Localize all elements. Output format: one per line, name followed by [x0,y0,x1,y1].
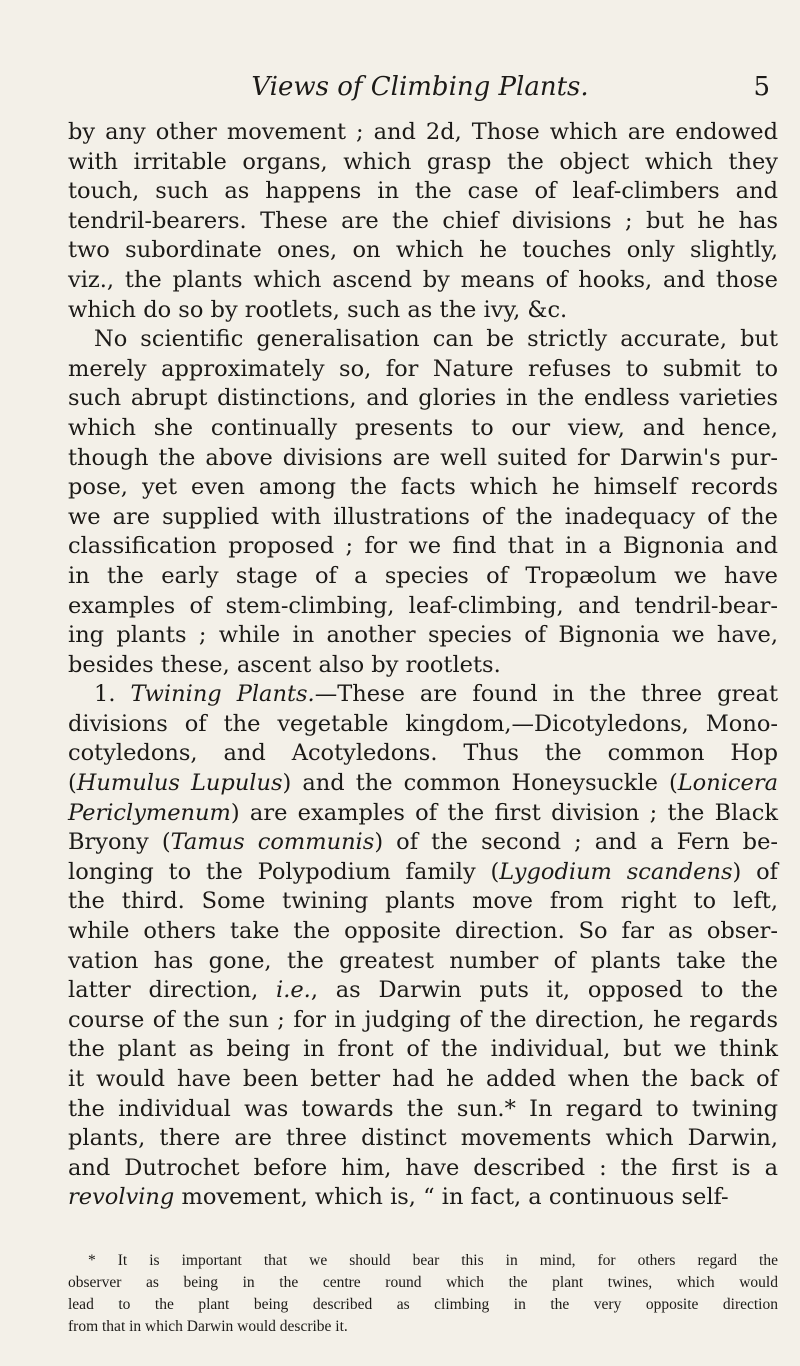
text-line: which she continually presents to our view, and hence, [68,414,778,441]
text-line: divisions of the vegetable kingdom,—Dicotyledons, Mono- [68,710,778,737]
text-line: ing plants ; while in another species of Bignonia we have, [68,622,778,649]
text-line: vation has gone, the greatest number of plants take the [68,947,778,974]
text-line: two subordinate ones, on which he touches only slightly, [68,237,778,264]
footnote-line: lead to the plant being described as climbing in the very opposite direction [68,1296,778,1313]
footnote-line: * It is important that we should bear this in mind, for others regard the [88,1252,778,1269]
text-line: touch, such as happens in the case of leaf-climbers and [68,178,778,205]
footnote-line: from that in which Darwin would describe it. [68,1318,348,1335]
text-line: revolving movement, which is, “ in fact, a continuous self- [68,1184,729,1211]
text-line: the individual was towards the sun.* In regard to twining [68,1095,778,1122]
text-line: such abrupt distinctions, and glories in the endless varieties [68,385,778,412]
text-line: cotyledons, and Acotyledons. Thus the common Hop [68,740,778,767]
text-line: while others take the opposite direction. So far as obser- [68,918,778,945]
text-line: course of the sun ; for in judging of the direction, he regards [68,1006,778,1033]
text-line: besides these, ascent also by rootlets. [68,651,501,678]
text-line: plants, there are three distinct movements which Darwin, [68,1125,778,1152]
text-line: we are supplied with illustrations of the inadequacy of the [68,503,778,530]
text-line: by any other movement ; and 2d, Those which are endowed [68,119,778,145]
footnote [68,1250,778,1338]
text-line: classification proposed ; for we find that in a Bignonia and [68,533,778,560]
text-line: which do so by rootlets, such as the ivy, &c. [68,296,568,323]
footnote-line: observer as being in the centre round which the plant twines, which would [68,1274,778,1291]
text-line: longing to the Polypodium family (Lygodium scandens) of [68,858,779,885]
text-line: and Dutrochet before him, have described : the first is a [68,1154,778,1181]
text-line: latter direction, i.e., as Darwin puts it, opposed to the [68,977,778,1004]
text-line: though the above divisions are well suited for Darwin's pur- [68,444,778,471]
text-line: examples of stem-climbing, leaf-climbing, and tendril-bear- [68,592,778,619]
page-number: 5 [753,72,770,102]
body-text [68,118,778,1213]
text-line: the third. Some twining plants move from right to left, [68,888,778,915]
text-line: Periclymenum) are examples of the first division ; the Black [68,799,778,826]
text-line: tendril-bearers. These are the chief divisions ; but he has [68,207,778,234]
text-line: merely approximately so, for Nature refuses to submit to [68,355,778,382]
text-line: pose, yet even among the facts which he himself records [68,474,778,501]
text-line: (Humulus Lupulus) and the common Honeysuckle (Lonicera [68,770,778,797]
text-line: viz., the plants which ascend by means of hooks, and those [68,266,778,293]
running-title: Views of Climbing Plants. [251,72,589,102]
text-line: No scientific generalisation can be strictly accurate, but [94,326,778,353]
text-line: Bryony (Tamus communis) of the second ; and a Fern be- [68,829,778,856]
text-line: with irritable organs, which grasp the object which they [68,148,778,175]
text-line: 1. Twining Plants.—These are found in the three great [94,681,779,708]
text-line: in the early stage of a species of Tropæolum we have [68,562,778,589]
text-line: it would have been better had he added when the back of [68,1066,778,1092]
running-head [70,72,770,112]
text-line: the plant as being in front of the individual, but we think [68,1036,778,1063]
